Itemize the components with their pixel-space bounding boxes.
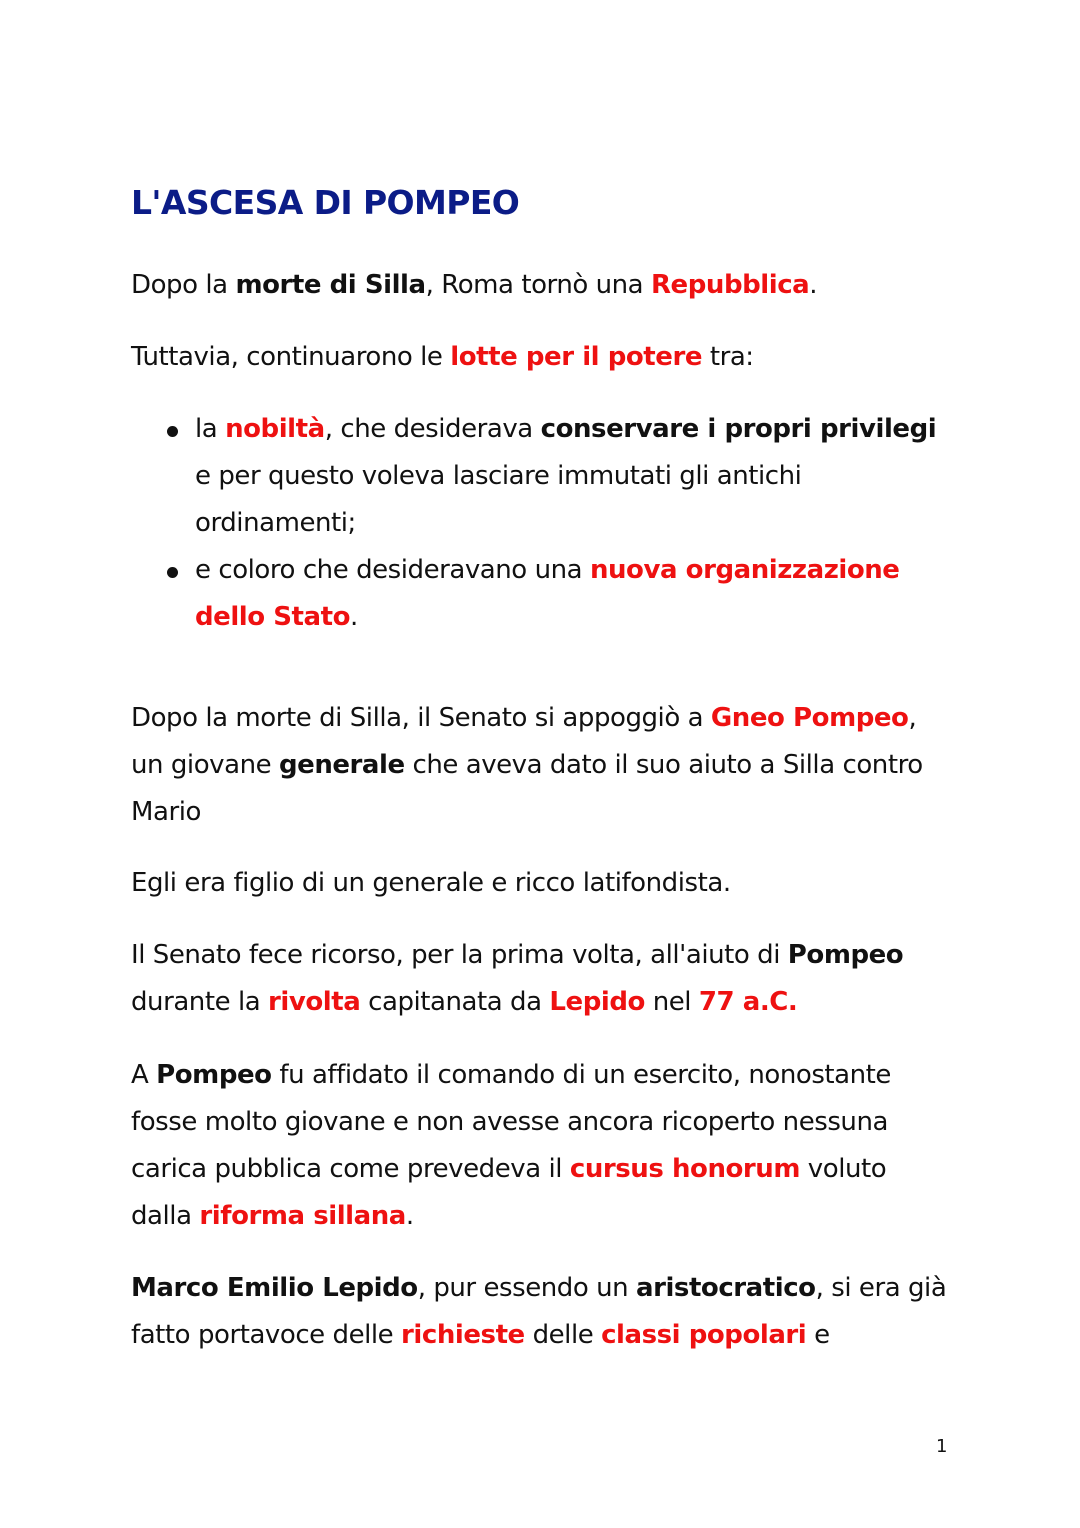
highlight-text: Lepido bbox=[549, 987, 645, 1017]
highlight-text: Repubblica bbox=[650, 270, 810, 300]
text: voluto dalla bbox=[131, 1154, 887, 1231]
text: nel bbox=[644, 987, 699, 1017]
paragraph-6 bbox=[131, 1052, 951, 1240]
page-title: L'ASCESA DI POMPEO bbox=[131, 183, 520, 222]
text: , un giovane bbox=[131, 703, 917, 780]
paragraph-1 bbox=[131, 262, 951, 309]
page-number: 1 bbox=[936, 1436, 948, 1457]
text: Dopo la bbox=[131, 270, 236, 300]
text: e bbox=[806, 1320, 830, 1350]
highlight-text: richieste bbox=[401, 1320, 525, 1350]
bold-text: Marco Emilio Lepido bbox=[131, 1273, 418, 1303]
list-item bbox=[131, 547, 951, 641]
highlight-text: cursus honorum bbox=[569, 1154, 800, 1184]
bullet-icon bbox=[167, 567, 178, 578]
paragraph-4 bbox=[131, 860, 951, 907]
bold-text: generale bbox=[278, 750, 405, 780]
paragraph-3 bbox=[131, 695, 951, 836]
text: Egli era figlio di un generale e ricco latifondista. bbox=[131, 868, 731, 898]
bold-text: Pompeo bbox=[156, 1060, 272, 1090]
text: , Roma tornò una bbox=[425, 270, 651, 300]
text: delle bbox=[524, 1320, 602, 1350]
paragraph-5 bbox=[131, 932, 951, 1026]
highlight-text: nuova organizzazione dello Stato bbox=[195, 555, 900, 632]
list-item bbox=[131, 406, 951, 547]
text: che aveva dato il suo aiuto a Silla contro Mario bbox=[131, 750, 923, 827]
highlight-text: classi popolari bbox=[601, 1320, 807, 1350]
text: , si era già fatto portavoce delle bbox=[131, 1273, 947, 1350]
text: . bbox=[350, 602, 358, 632]
text: fu affidato il comando di un esercito, nonostante fosse molto giovane e non avesse ancora ricoperto nessuna carica pubblica come prevedeva il bbox=[131, 1060, 891, 1184]
highlight-text: rivolta bbox=[268, 987, 361, 1017]
bold-text: conservare i propri privilegi bbox=[540, 414, 937, 444]
highlight-text: riforma sillana bbox=[199, 1201, 406, 1231]
text: Il Senato fece ricorso, per la prima volta, all'aiuto di bbox=[131, 940, 788, 970]
text: durante la bbox=[131, 987, 269, 1017]
text: Tuttavia, continuarono le bbox=[131, 342, 451, 372]
highlight-text: lotte per il potere bbox=[450, 342, 703, 372]
highlight-text: Gneo Pompeo bbox=[710, 703, 909, 733]
paragraph-7 bbox=[131, 1265, 951, 1359]
text: A bbox=[131, 1060, 157, 1090]
text: , pur essendo un bbox=[417, 1273, 636, 1303]
text: tra: bbox=[702, 342, 754, 372]
highlight-text: 77 a.C. bbox=[698, 987, 798, 1017]
bold-text: morte di Silla bbox=[235, 270, 426, 300]
bold-text: aristocratico bbox=[636, 1273, 816, 1303]
text: . bbox=[405, 1201, 414, 1231]
highlight-text: nobiltà bbox=[225, 414, 325, 444]
text: e per questo voleva lasciare immutati gli antichi ordinamenti; bbox=[195, 461, 802, 538]
text: capitanata da bbox=[360, 987, 550, 1017]
paragraph-2 bbox=[131, 334, 951, 381]
text: e coloro che desideravano una bbox=[195, 555, 590, 585]
bullet-icon bbox=[167, 426, 178, 437]
text: Dopo la morte di Silla, il Senato si appoggiò a bbox=[131, 703, 711, 733]
text: , che desiderava bbox=[324, 414, 541, 444]
bullet-list bbox=[131, 406, 951, 641]
bold-text: Pompeo bbox=[787, 940, 904, 970]
text: . bbox=[809, 270, 818, 300]
text: la bbox=[195, 414, 226, 444]
